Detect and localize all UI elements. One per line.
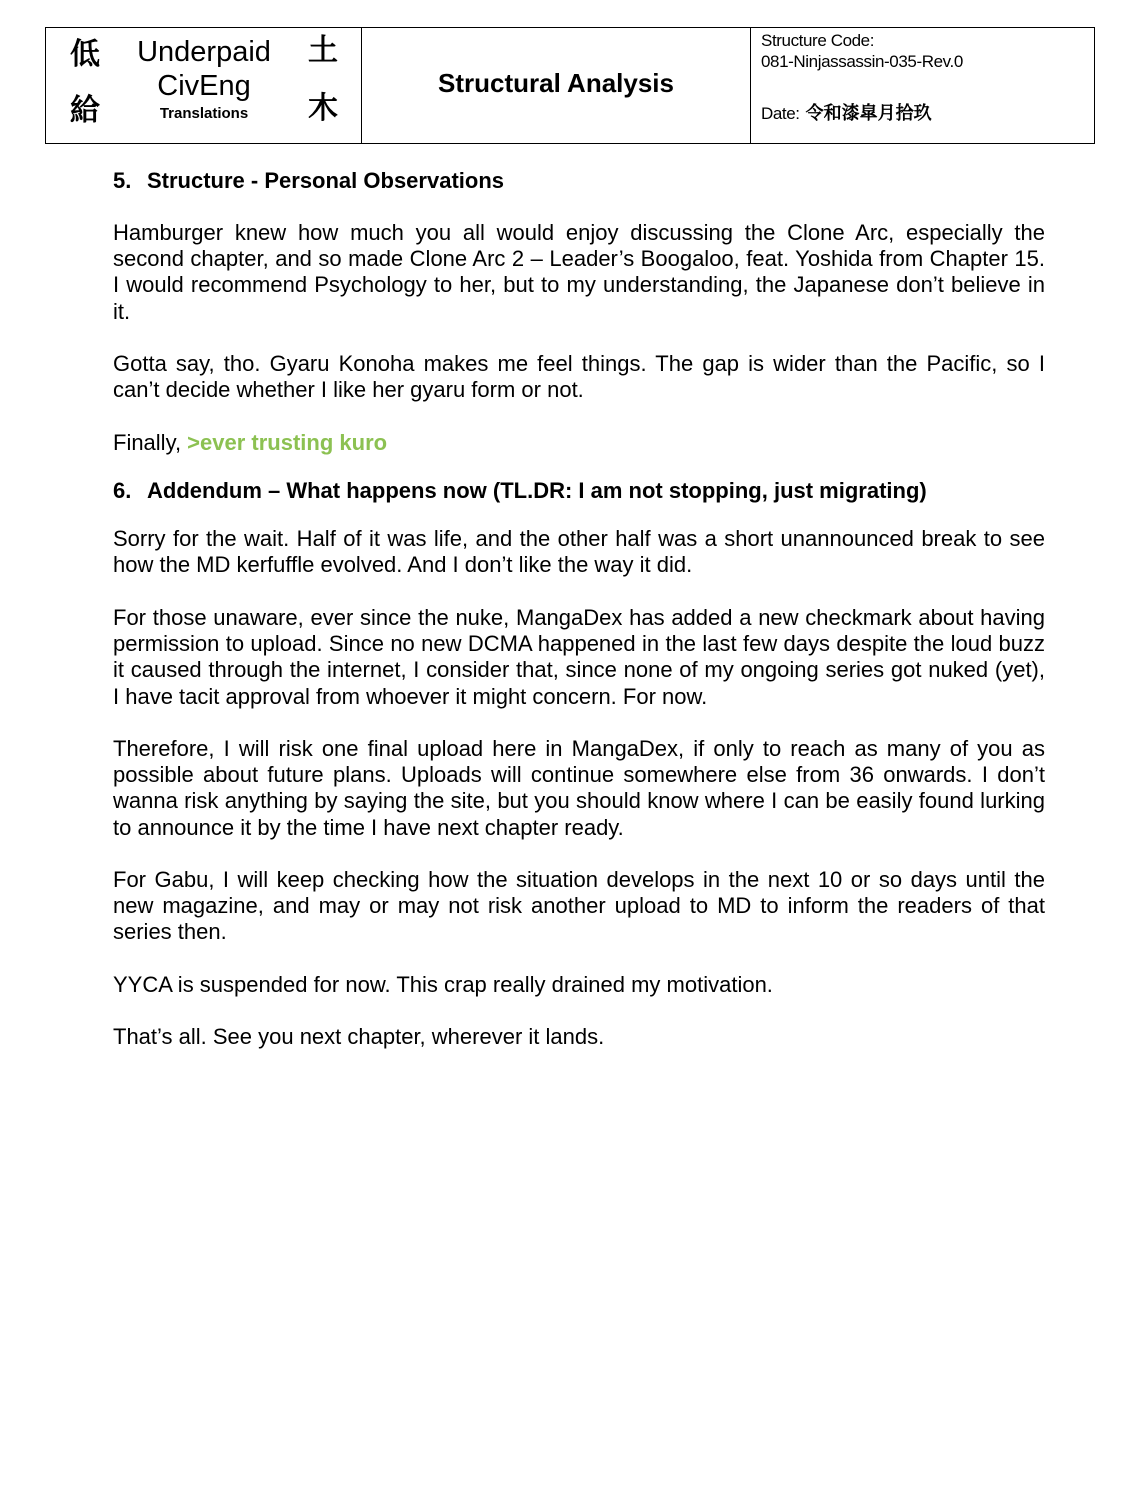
brand-name-line3: Translations	[159, 105, 249, 122]
paragraph: Therefore, I will risk one final upload here in MangaDex, if only to reach as many of you as possible about future plans. Uploads will continue somewhere else from 36 onwards. I don’t wanna risk anything by saying the site, but you should know where I can be easily found lurking to announce it by the time I have next chapter ready.	[113, 736, 1045, 840]
paragraph: Gotta say, tho. Gyaru Konoha makes me feel things. The gap is wider than the Pacific, so I can’t decide whether I like her gyaru form or not.	[113, 351, 1045, 403]
logo-kanji-wood: 木	[308, 91, 338, 126]
logo-kanji-low: 低	[70, 37, 100, 72]
paragraph: Hamburger knew how much you all would enjoy discussing the Clone Arc, especially the second chapter, and so made Clone Arc 2 – Leader’s Boogaloo, feat. Yoshida from Chapter 15. I would recommend Psychology to her, but to my understanding, the Japanese don’t believe in it.	[113, 220, 1045, 324]
title-cell	[362, 28, 751, 143]
section-number: 5.	[113, 168, 132, 193]
paragraph: YYCA is suspended for now. This crap really drained my motivation.	[113, 972, 773, 997]
greentext-highlight: >ever trusting kuro	[187, 430, 388, 455]
logo-kanji-pay: 給	[70, 93, 100, 128]
section-title: Addendum – What happens now (TL.DR: I am not stopping, just migrating)	[147, 478, 927, 503]
date-line	[761, 99, 932, 125]
brand-name-line1: Underpaid	[137, 36, 271, 68]
paragraph: For Gabu, I will keep checking how the situation develops in the next 10 or so days until the new magazine, and may or may not risk another upload to MD to inform the readers of that series then.	[113, 867, 1045, 945]
brand-name-line2: CivEng	[157, 70, 251, 102]
structure-code-value: 081-Ninjassassin-035-Rev.0	[761, 52, 963, 71]
section-title: Structure - Personal Observations	[147, 168, 504, 193]
logo-kanji-earth: 土	[308, 33, 338, 68]
document-title: Structural Analysis	[437, 68, 674, 98]
logo-cell	[46, 28, 362, 143]
section-5-heading	[113, 168, 1045, 194]
paragraph: For those unaware, ever since the nuke, MangaDex has added a new checkmark about having permission to upload. Since no new DCMA happened in the last few days despite the loud buzz it caused through the internet, I consider that, since none of my ongoing series got nuked (yet), I have tacit approval from whoever it might concern. For now.	[113, 605, 1045, 709]
date-label: Date:	[761, 104, 800, 123]
date-value: 令和漆皐月拾玖	[805, 103, 932, 124]
paragraph: Sorry for the wait. Half of it was life, and the other half was a short unannounced break to see how the MD kerfuffle evolved. And I don’t like the way it did.	[113, 526, 1045, 578]
paragraph: That’s all. See you next chapter, wherever it lands.	[113, 1024, 605, 1049]
document-header	[45, 27, 1095, 144]
section-6-heading	[113, 478, 1045, 504]
finally-prefix: Finally,	[113, 430, 188, 455]
meta-cell	[751, 28, 1094, 143]
finally-line	[113, 430, 1045, 456]
structure-code-label: Structure Code:	[761, 31, 875, 50]
section-number: 6.	[113, 478, 132, 503]
